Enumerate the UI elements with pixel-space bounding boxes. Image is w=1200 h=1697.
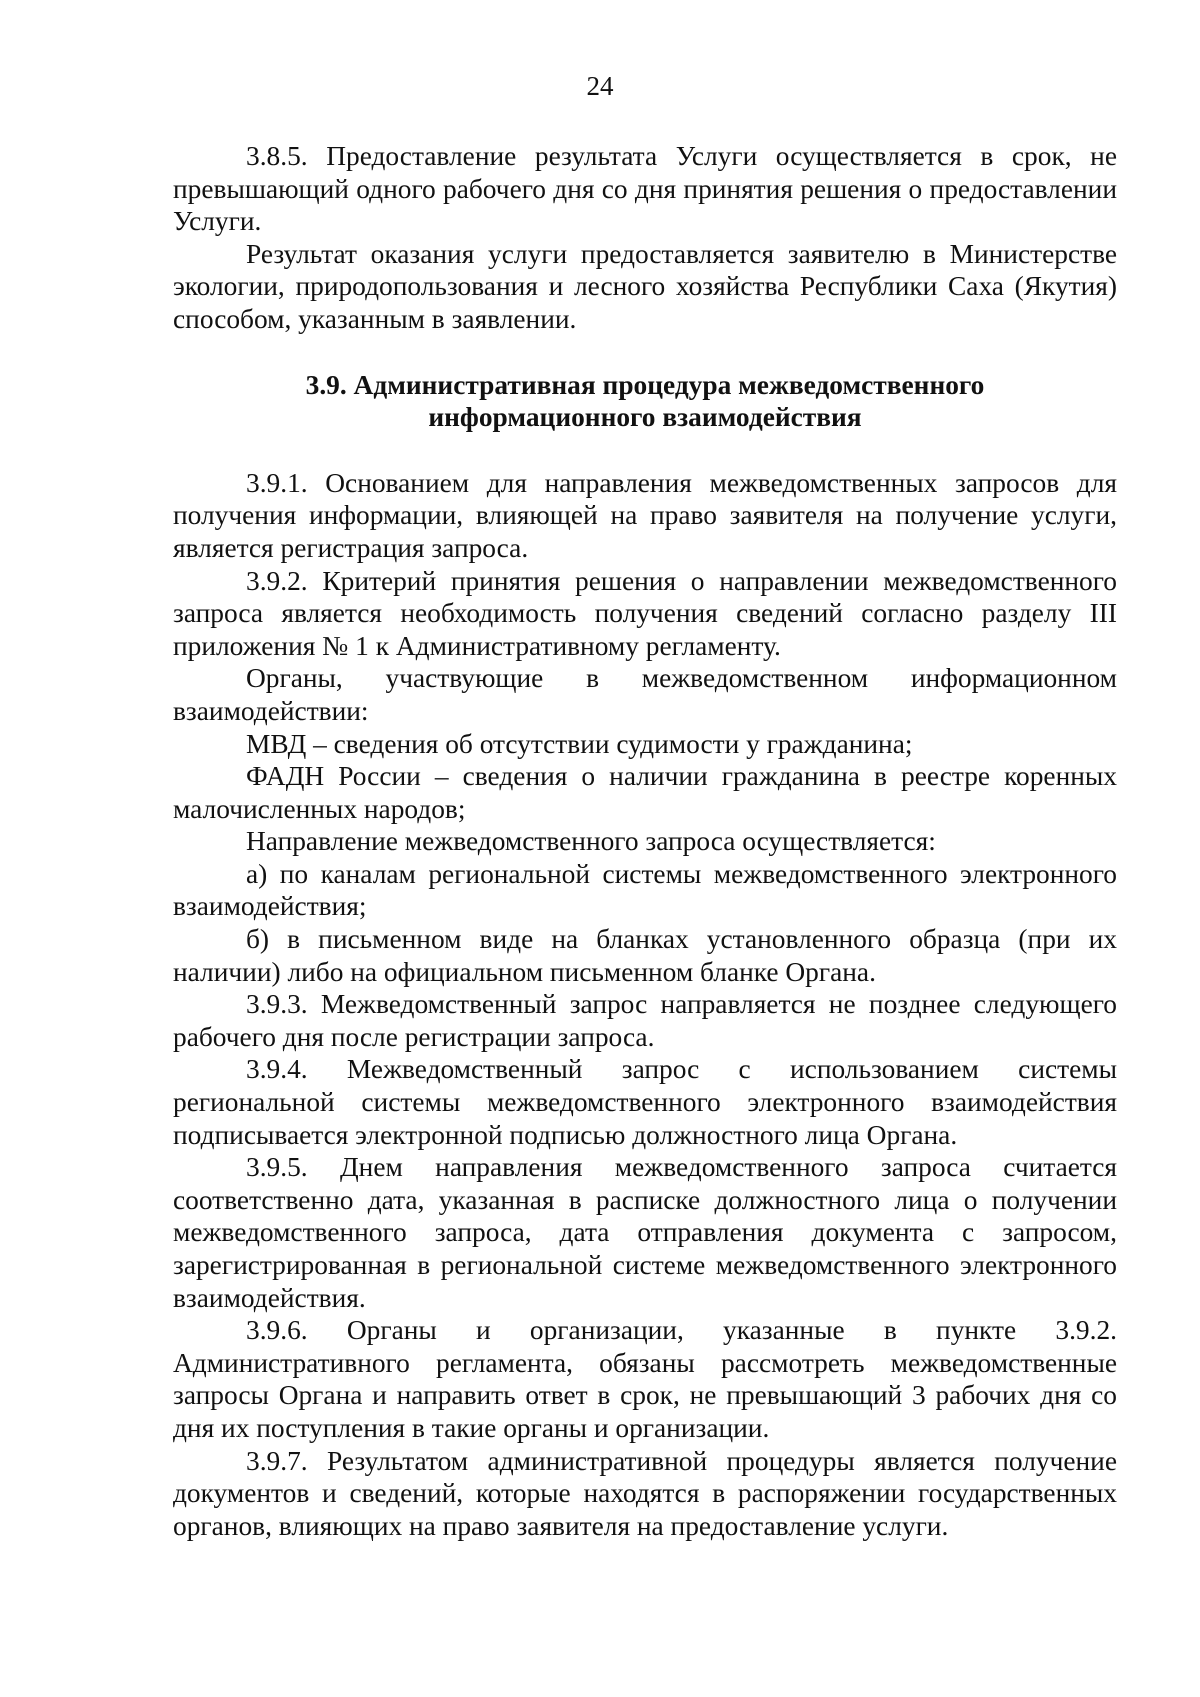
paragraph-3-9-1: 3.9.1. Основанием для направления межведомственных запросов для получения информации, влияющей на право заявителя на получение услуги, является регистрация запроса. [173, 467, 1117, 563]
paragraph-method-a: а) по каналам региональной системы межведомственного электронного взаимодействия; [173, 858, 1117, 922]
paragraph-3-9-3: 3.9.3. Межведомственный запрос направляется не позднее следующего рабочего дня после регистрации запроса. [173, 989, 1117, 1052]
page-number: 24 [586, 71, 614, 101]
paragraph-method-b: б) в письменном виде на бланках установленного образца (при их наличии) либо на официальном письменном бланке Органа. [173, 924, 1117, 987]
paragraph-request-method: Направление межведомственного запроса осуществляется: [246, 826, 936, 857]
paragraph-3-9-5: 3.9.5. Днем направления межведомственного запроса считается соответственно дата, указанная в расписке должностного лица о получении межведомственного запроса, дата отправления документа с запросом, зарегистрированная в региональной системе межведомственного электронного взаимодействия. [173, 1152, 1117, 1313]
section-heading-line-2: информационного взаимодействия [428, 402, 862, 433]
paragraph-participating-bodies: Органы, участвующие в межведомственном информационном взаимодействии: [173, 663, 1117, 726]
paragraph-3-9-4: 3.9.4. Межведомственный запрос с использованием системы региональной системы межведомственного электронного взаимодействия подписывается электронной подписью должностного лица Органа. [173, 1054, 1117, 1150]
paragraph-3-9-2: 3.9.2. Критерий принятия решения о направлении межведомственного запроса является необходимость получения сведений согласно разделу III приложения № 1 к Административному регламенту. [173, 565, 1117, 661]
section-heading-line-1: 3.9. Административная процедура межведомственного [305, 369, 985, 400]
paragraph-fadn: ФАДН России – сведения о наличии гражданина в реестре коренных малочисленных народов; [173, 761, 1117, 824]
section-heading [173, 369, 1117, 434]
paragraph-3-8-5: 3.8.5. Предоставление результата Услуги осуществляется в срок, не превышающий одного рабочего дня со дня принятия решения о предоставлении Услуги. [173, 141, 1117, 237]
paragraph-result-delivery: Результат оказания услуги предоставляется заявителю в Министерстве экологии, природопользования и лесного хозяйства Республики Саха (Якутия) способом, указанным в заявлении. [173, 238, 1117, 334]
paragraph-3-9-7: 3.9.7. Результатом административной процедуры является получение документов и сведений, которые находятся в распоряжении государственных органов, влияющих на право заявителя на предоставление услуги. [173, 1445, 1117, 1541]
paragraph-mvd: МВД – сведения об отсутствии судимости у гражданина; [246, 728, 913, 759]
paragraph-3-9-6: 3.9.6. Органы и организации, указанные в пункте 3.9.2. Административного регламента, обязаны рассмотреть межведомственные запросы Органа и направить ответ в срок, не превышающий 3 рабочих дня со дня их поступления в такие органы и организации. [173, 1315, 1117, 1443]
document-body [173, 140, 1117, 1542]
